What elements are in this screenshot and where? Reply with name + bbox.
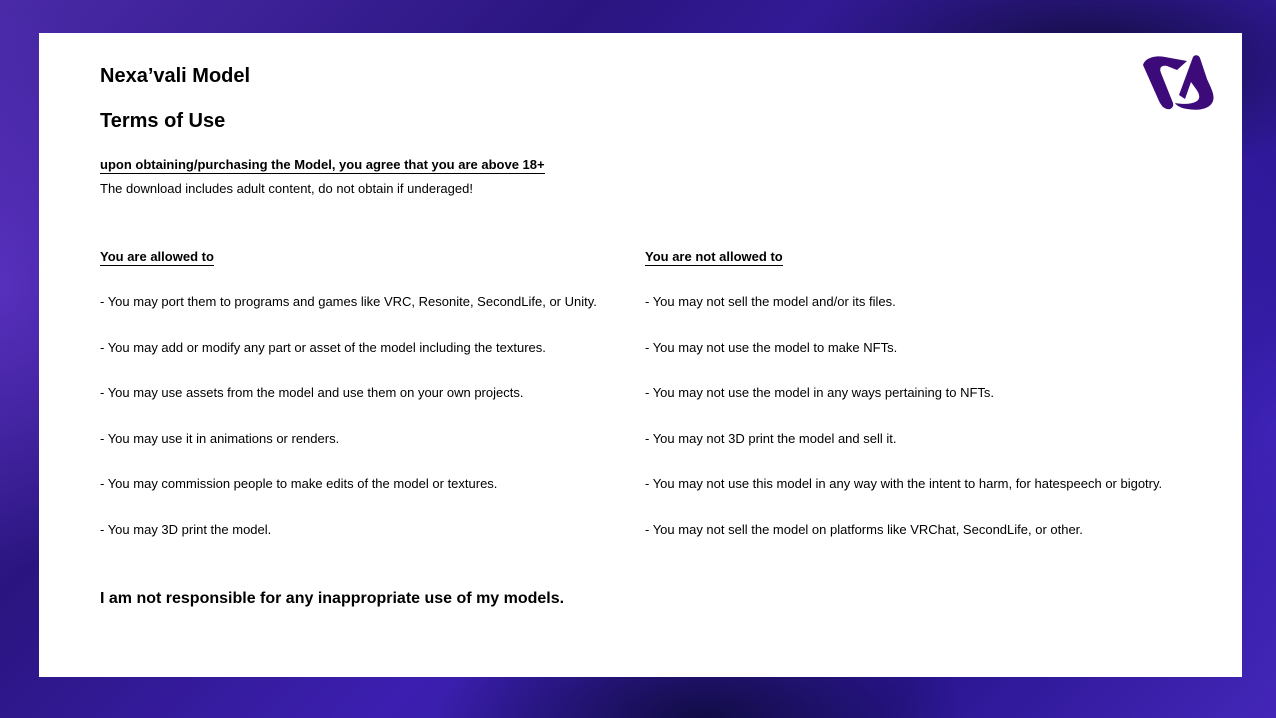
section-title: Terms of Use — [100, 110, 226, 132]
brand-logo-icon — [1141, 55, 1215, 111]
allowed-item: - You may port them to programs and games like VRC, Resonite, SecondLife, or Unity. — [100, 294, 597, 309]
allowed-item: - You may commission people to make edits of the model or textures. — [100, 476, 498, 491]
age-notice-text: The download includes adult content, do not obtain if underaged! — [100, 181, 473, 196]
age-notice-heading: upon obtaining/purchasing the Model, you agree that you are above 18+ — [100, 157, 545, 172]
not-allowed-item: - You may not 3D print the model and sell it. — [645, 430, 897, 446]
allowed-item: - You may use it in animations or renders. — [100, 430, 340, 446]
not-allowed-item: - You may not use the model in any ways pertaining to NFTs. — [645, 385, 995, 400]
allowed-item: - You may add or modify any part or asset of the model including the textures. — [100, 339, 546, 355]
not-allowed-column — [645, 248, 1163, 537]
not-allowed-item: - You may not sell the model and/or its files. — [645, 294, 896, 309]
not-allowed-list — [645, 294, 1162, 567]
not-allowed-item: - You may not sell the model on platforms like VRChat, SecondLife, or other. — [645, 521, 1083, 537]
allowed-heading: You are allowed to — [100, 249, 214, 264]
not-allowed-item: - You may not use the model to make NFTs. — [645, 339, 898, 355]
allowed-item: - You may use assets from the model and use them on your own projects. — [100, 385, 524, 400]
terms-document — [39, 33, 1242, 677]
not-allowed-item: - You may not use this model in any way with the intent to harm, for hatespeech or bigotry. — [645, 476, 1163, 491]
allowed-column — [100, 248, 597, 537]
allowed-list — [100, 294, 597, 567]
model-title: Nexa’vali Model — [100, 65, 251, 87]
allowed-item: - You may 3D print the model. — [100, 521, 272, 537]
disclaimer: I am not responsible for any inappropriate use of my models. — [100, 590, 565, 607]
not-allowed-heading: You are not allowed to — [645, 249, 783, 264]
